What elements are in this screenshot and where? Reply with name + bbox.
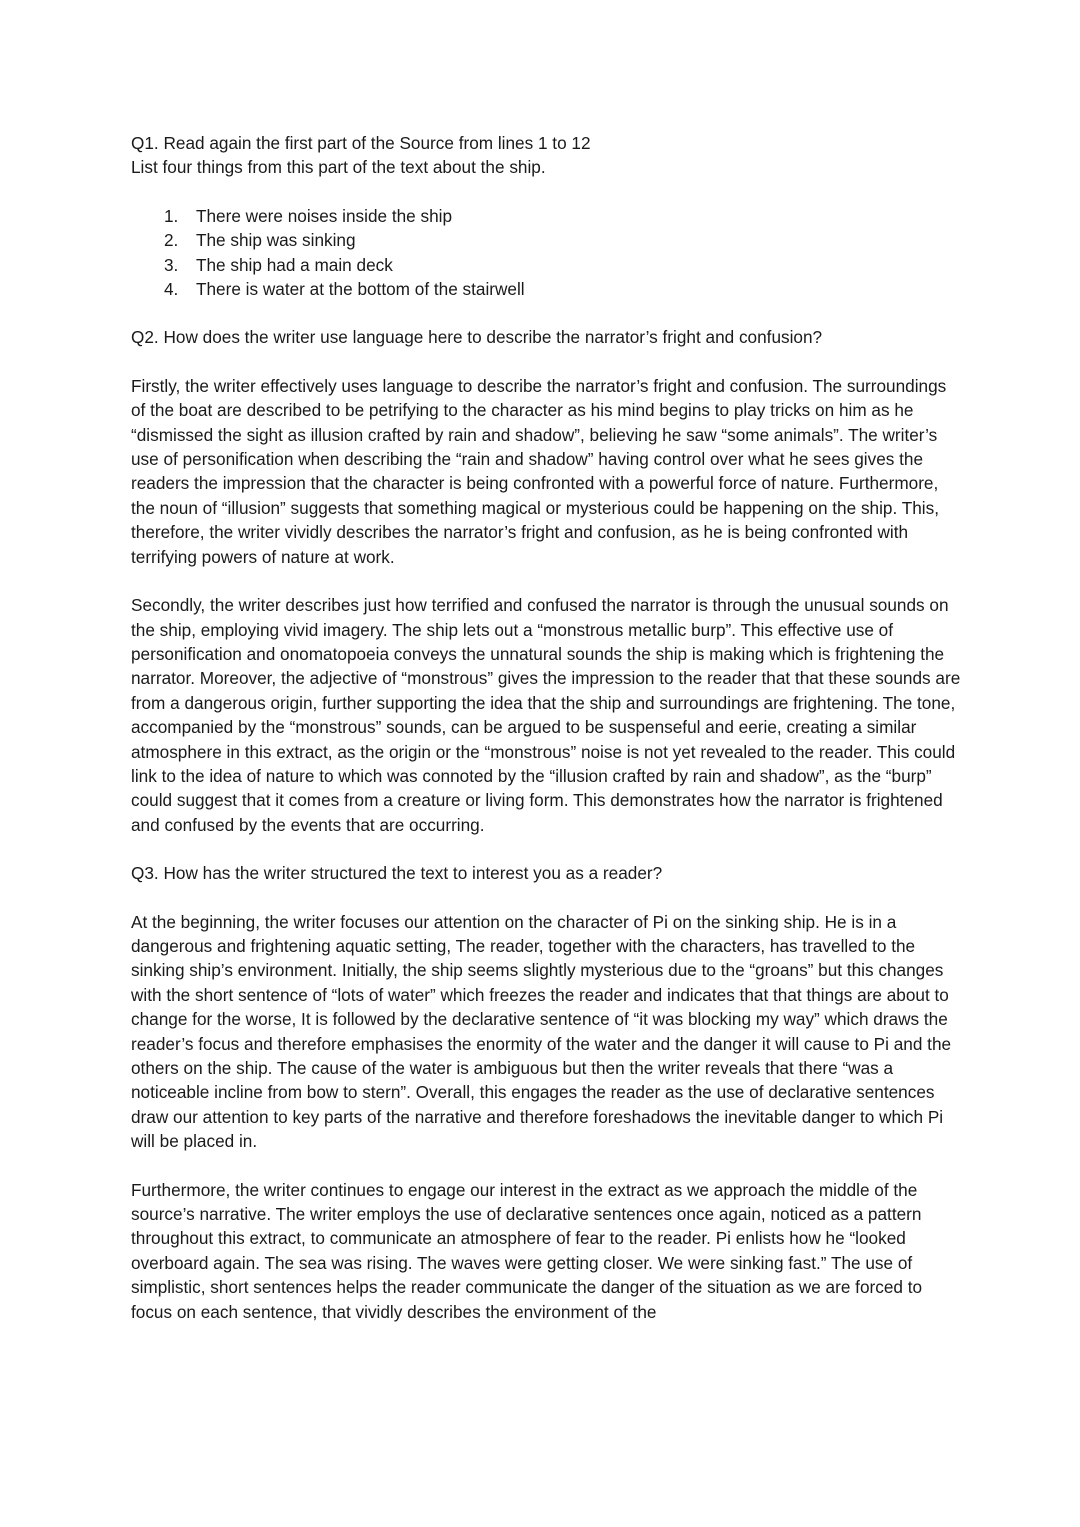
list-item [164, 228, 961, 252]
q2-paragraph-2: Secondly, the writer describes just how terrified and confused the narrator is through the unusual sounds on the ship, employing vivid imagery. The ship lets out a “monstrous metallic burp”. This effective use of personification and onomatopoeia conveys the unnatural sounds the ship is making which is frightening the narrator. Moreover, the adjective of “monstrous” gives the impression to the reader that that these sounds are from a dangerous origin, further supporting the idea that the ship and surroundings are frightening. The tone, accompanied by the “monstrous” sounds, can be argued to be suspenseful and eerie, creating a similar atmosphere in this extract, as the origin or the “monstrous” noise is not yet revealed to the reader. This could link to the idea of nature to which was connoted by the “illusion crafted by rain and shadow”, as the “burp” could suggest that it comes from a creature or living form. This demonstrates how the narrator is frightened and confused by the events that are occurring. [131, 595, 961, 835]
q3-paragraph-2: Furthermore, the writer continues to engage our interest in the extract as we approach the middle of the source’s narrative. The writer employs the use of declarative sentences once again, noticed as a pattern throughout this extract, to communicate an atmosphere of fear to the reader. Pi enlists how he “looked overboard again. The sea was rising. The waves were getting closer. We were sinking fast.” The use of simplistic, short sentences helps the reader communicate the danger of the situation as we are forced to focus on each sentence, that vividly describes the environment of the [131, 1179, 923, 1322]
q2-paragraph-1: Firstly, the writer effectively uses language to describe the narrator’s fright and confusion. The surroundings of the boat are described to be petrifying to the character as his mind begins to play tricks on him as he “dismissed the sight as illusion crafted by rain and shadow”, believing he saw “some animals”. The writer’s use of personification when describing the “rain and shadow” having control over what he sees gives the readers the impression that the character is being confronted with a powerful force of nature. Furthermore, the noun of “illusion” suggests that something magical or mysterious could be happening on the ship. This, therefore, the writer vividly describes the narrator’s fright and confusion, as he is being confronted with terrifying powers of nature at work. [131, 375, 947, 567]
list-item-number: 3. [164, 254, 179, 275]
list-item-number: 4. [164, 279, 179, 300]
list-item-text: The ship had a main deck [196, 254, 393, 275]
q3-title: Q3. How has the writer structured the text to interest you as a reader? [131, 863, 663, 884]
list-item [164, 253, 961, 277]
list-item [164, 204, 961, 228]
list-item-number: 1. [164, 205, 179, 226]
document-page [131, 131, 961, 1324]
list-item-text: There were noises inside the ship [196, 205, 453, 226]
list-item-text: There is water at the bottom of the stairwell [196, 279, 525, 300]
q2-title: Q2. How does the writer use language here to describe the narrator’s fright and confusion? [131, 327, 823, 348]
q1-title: Q1. Read again the first part of the Source from lines 1 to 12 [131, 133, 591, 153]
q3-paragraph-1: At the beginning, the writer focuses our attention on the character of Pi on the sinking ship. He is in a dangerous and frightening aquatic setting, The reader, together with the characters, has travelled to the sinking ship’s environment. Initially, the ship seems slightly mysterious due to the “groans” but this changes with the short sentence of “lots of water” which freezes the reader and indicates that that things are about to change for the worse, It is followed by the declarative sentence of “it was blocking my way” which draws the reader’s focus and therefore emphasises the enormity of the water and the danger it will cause to Pi and the others on the ship. The cause of the water is ambiguous but then the writer reveals that there “was a noticeable incline from bow to stern”. Overall, this engages the reader as the use of declarative sentences draw our attention to key parts of the narrative and therefore foreshadows the inevitable danger to which Pi will be placed in. [131, 911, 952, 1152]
list-item-text: The ship was sinking [196, 230, 356, 251]
list-item [164, 277, 961, 301]
q1-subtitle: List four things from this part of the text about the ship. [131, 157, 546, 178]
q1-answer-list [131, 204, 961, 302]
list-item-number: 2. [164, 230, 179, 251]
